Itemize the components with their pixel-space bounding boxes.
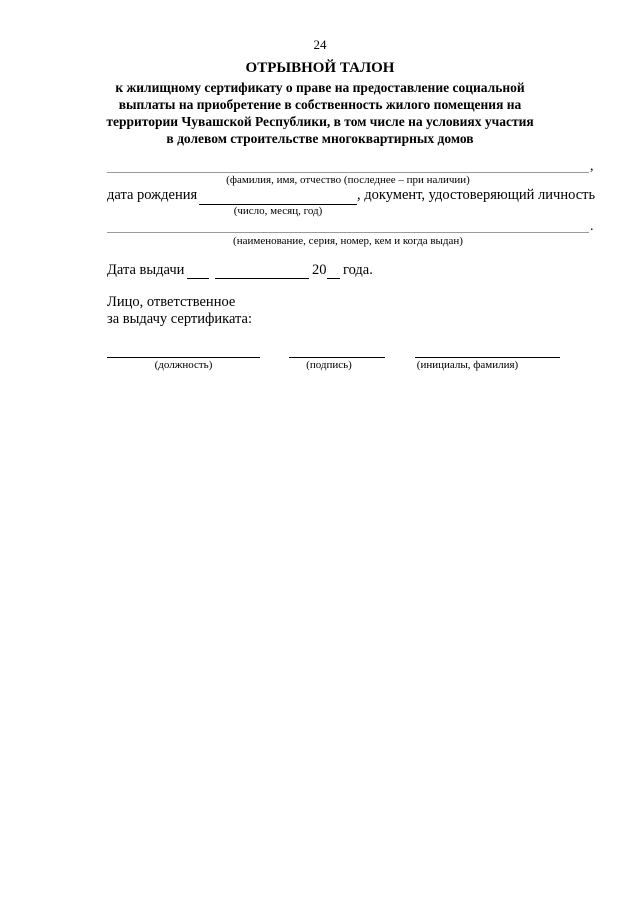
name-caption: (инициалы, фамилия) [416,359,519,371]
responsible-label-line1: Лицо, ответственное [107,294,236,310]
fio-trailing-comma: , [590,159,594,174]
subtitle-line: в долевом строительстве многоквартирных домов [166,131,474,146]
issue-year-fill-line[interactable] [327,278,340,279]
document-title: ОТРЫВНОЙ ТАЛОН [245,60,395,76]
name-fill-line[interactable] [415,357,560,358]
subtitle-line: территории Чувашской Республики, в том числе на условиях участия [106,114,534,129]
document-trailing-period: . [590,219,594,234]
identity-document-label: , документ, удостоверяющий личность [357,187,596,203]
fio-fill-line[interactable] [107,172,589,173]
position-caption: (должность) [154,359,213,371]
issue-day-fill-line[interactable] [187,278,209,279]
signature-fill-line[interactable] [289,357,385,358]
signature-caption: (подпись) [306,359,352,371]
issue-year-suffix: года. [343,262,373,278]
position-fill-line[interactable] [107,357,260,358]
issue-month-fill-line[interactable] [215,278,309,279]
document-fill-line[interactable] [107,232,589,233]
document-caption: (наименование, серия, номер, кем и когда выдан) [233,235,463,247]
birth-date-label: дата рождения [107,187,198,203]
page-number: 24 [313,37,327,52]
fio-caption: (фамилия, имя, отчество (последнее – при наличии) [226,174,470,186]
document-subtitle [0,79,640,147]
issue-date-label: Дата выдачи [107,262,185,278]
subtitle-line: к жилищному сертификату о праве на предоставление социальной [115,80,525,95]
subtitle-line: выплаты на приобретение в собственность жилого помещения на [118,97,522,112]
birth-date-caption: (число, месяц, год) [233,205,323,217]
responsible-label-line2: за выдачу сертификата: [107,311,252,327]
issue-year-prefix: 20 [312,262,327,278]
